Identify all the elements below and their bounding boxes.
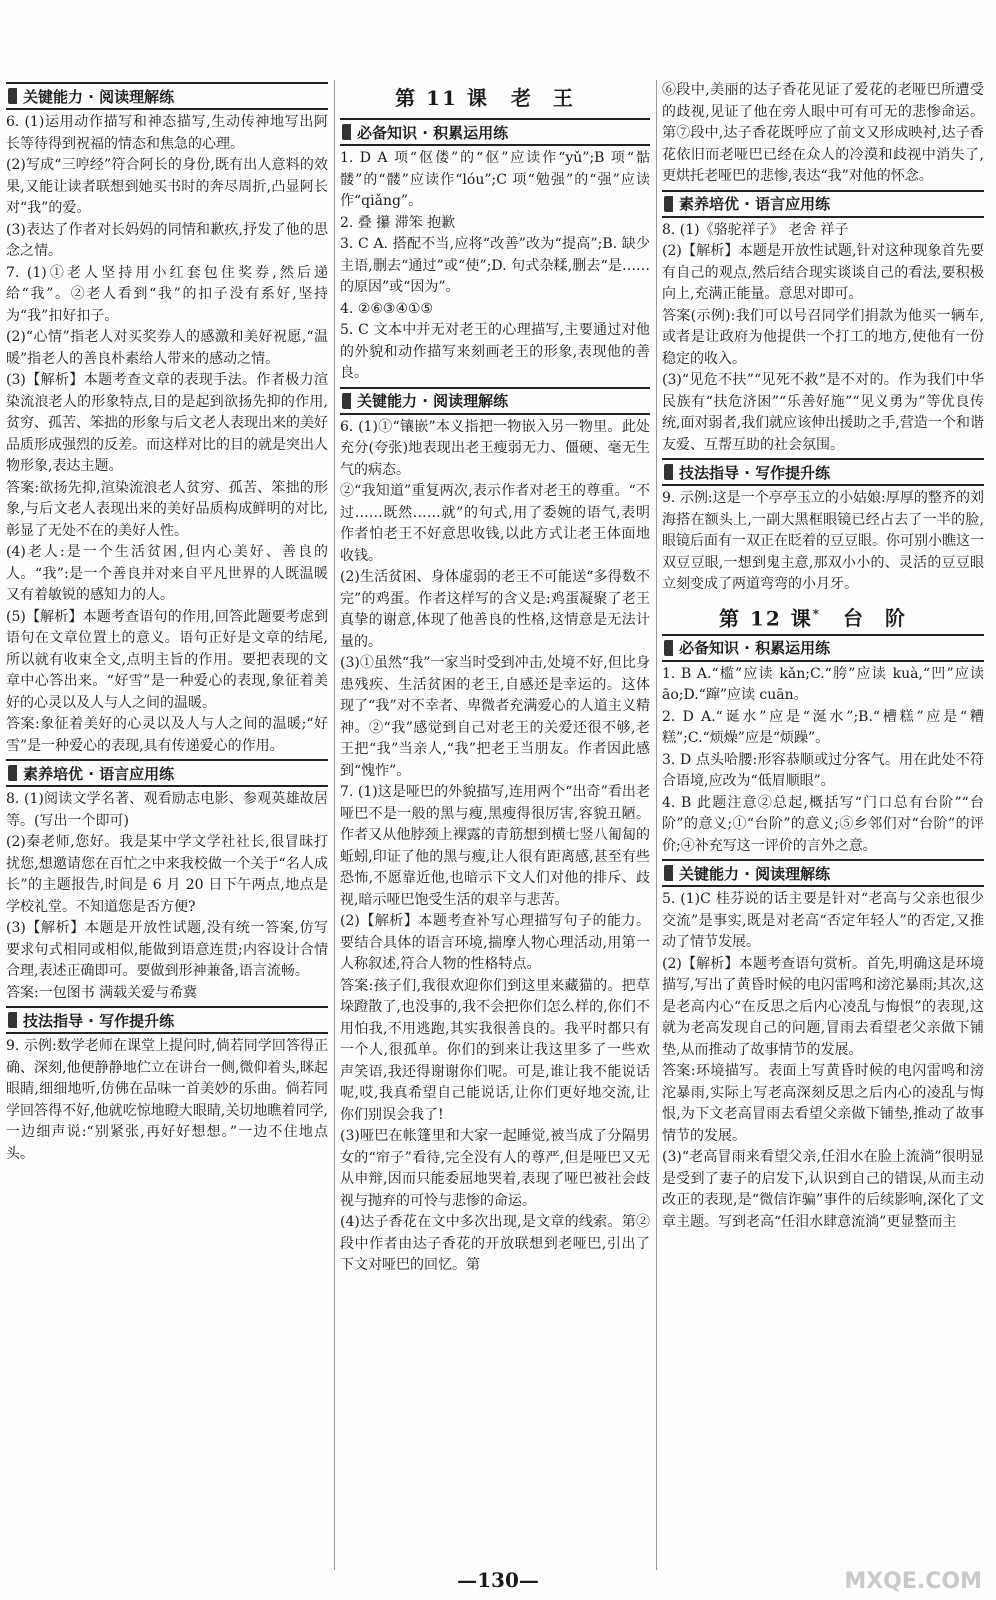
answer-paragraph: (4)老人:是一个生活贫困,但内心美好、善良的人。“我”:是一个善良并对来自平凡世界的人既温暖又有着敏锐的感知力的人。 [6, 544, 328, 603]
answer-paragraph: (4)达子香花在文中多次出现,是文章的线索。第②段中作者由达子香花的开放联想到老哑巴,引出了下文对哑巴的回忆。第 [340, 1214, 650, 1273]
answer-paragraph: 3. D 点头哈腰:形容恭顺或过分客气。用在此处不符合语境,应改为“低眉顺眼”。 [662, 751, 984, 789]
answer-paragraph: (3)表达了作者对长妈妈的同情和歉疚,抒发了他的思念之情。 [6, 221, 328, 259]
section-marker-icon [664, 640, 673, 656]
answer-paragraph: 9. 示例:这是一个亭亭玉立的小姑娘:厚厚的整齐的刘海搭在额头上,一副大黑框眼镜已经占去了一半的脸,眼镜后面有一双正在眨着的豆豆眼。你可别小瞧这一双豆豆眼,一想到鬼主意,那双小小的、灵活的豆豆眼立刻变成了两道弯弯的小月牙。 [662, 490, 984, 592]
answer-paragraph: 9. 示例:数学老师在课堂上提问时,倘若同学回答得正确、深刻,他便静静地伫立在讲台一侧,微仰着头,眯起眼睛,细细地听,仿佛在品味一首美妙的乐曲。倘若同学回答得不好,他就吃惊地瞪大眼睛,关切地瞧着同学,一边细声说:“别紧张,再好好想想。”一边不住地点头。 [6, 1038, 328, 1162]
section-marker-icon [8, 88, 17, 104]
answer-paragraph: (2)生活贫困、身体虚弱的老王不可能送“多得数不完”的鸡蛋。作者这样写的含义是:鸡蛋凝聚了老王真挚的谢意,体现了他善良的性格,这情意是无法计量的。 [340, 569, 650, 650]
section-marker-icon [342, 124, 351, 140]
answer-paragraph: (2)秦老师,您好。我是某中学文学社社长,很冒昧打扰您,想邀请您在百忙之中来我校做一个关于“名人成长”的主题报告,时间是 6 月 20 日下午两点,地点是学校礼堂。不知道您是否方便? [6, 834, 328, 915]
column-right [662, 80, 984, 1570]
section-marker-icon [664, 865, 673, 881]
section-header: 关键能力 · 阅读理解练 [340, 387, 650, 415]
column-divider [334, 80, 335, 1570]
answer-paragraph: 5. C 文本中并无对老王的心理描写,主要通过对他的外貌和动作描写来刻画老王的形象,表现他的善良。 [340, 322, 650, 381]
answer-paragraph: 2. 叠 攥 滞笨 抱歉 [340, 214, 456, 231]
answer-paragraph: (3)哑巴在帐篷里和大家一起睡觉,被当成了分隔男女的“帘子”看待,完全没有人的尊严,但是哑巴又无从申辩,因而只能委屈地哭着,表现了哑巴被社会歧视与抛弃的可怜与悲惨的命运。 [340, 1128, 650, 1209]
section-header: 必备知识 · 积累运用练 [340, 118, 650, 146]
answer-paragraph: 6. (1)①“镶嵌”本义指把一物嵌入另一物里。此处充分(夸张)地表现出老王瘦弱无力、僵硬、毫无生气的病态。 [340, 418, 650, 478]
answer-paragraph: (3)①虽然“我”一家当时受到冲击,处境不好,但比身患残疾、生活贫困的老王,自感还是幸运的。这体现了“我”对不幸者、卑微者充满爱心的人道主义精神。②“我”感觉到自己对老王的关爱还很不够,老王把“我”当亲人,“我”把老王当朋友。作者因此感到“愧怍”。 [340, 655, 650, 779]
answer-paragraph: 答案:一包图书 满载关爱与希冀 [6, 984, 198, 1001]
answer-paragraph: 答案:象征着美好的心灵以及人与人之间的温暖;“好雪”是一种爱心的表现,具有传递爱心的作用。 [6, 716, 328, 754]
answer-paragraph: 答案:孩子们,我很欢迎你们到这里来藏猫的。把草垛蹬散了,也没事的,我不会把你们怎么样的,你们不用怕我,不用逃跑,其实我很善良的。我平时都只有一个人,很孤单。你们的到来让我这里多了一些欢声笑语,我还得谢谢你们呢。可是,谁让我不能说话呢,哎,我真希望自己能说话,让你们更好地交流,让你们别误会我了! [340, 977, 650, 1123]
answer-paragraph: 3. C A. 搭配不当,应将“改善”改为“提高”;B. 缺少主语,删去“通过”或“使”;D. 句式杂糅,删去“是……的原因”或“因为”。 [340, 236, 650, 295]
answer-paragraph: 1. B A.“槛”应读 kǎn;C.“胯”应读 kuà,“凹”应读 āo;D.“蹿”应读 cuān。 [662, 665, 984, 703]
answer-paragraph: (2)【解析】本题是开放性试题,针对这种现象首先要有自己的观点,然后结合现实谈谈自己的看法,要积极向上,充满正能量。意思对即可。 [662, 243, 984, 302]
section-marker-icon [8, 1012, 17, 1028]
answer-paragraph: 7. (1)①老人坚持用小红套包住奖券,然后递给“我”。②老人看到“我”的扣子没有系好,坚持为“我”扣好扣子。 [6, 264, 328, 324]
answer-paragraph: 答案(示例):我们可以号召同学们捐款为他买一辆车,或者是让政府为他提供一个打工的地方,使他有一份稳定的收入。 [662, 307, 984, 367]
answer-paragraph: (2)“心情”指老人对买奖券人的感激和美好祝愿,“温暖”指老人的善良朴素给人带来的感动之情。 [6, 329, 328, 367]
column-divider [656, 80, 657, 1570]
answer-paragraph: 7. (1)这是哑巴的外貌描写,连用两个“出奇”看出老哑巴不是一般的黑与瘦,黑瘦得很厉害,容貌丑陋。作者又从他脖颈上裸露的青筋想到横七竖八匍匐的蚯蚓,印证了他的黑与瘦,让人很有距离感,甚至有些恐怖,不愿靠近他,也暗示下文人们对他的排斥、歧视,暗示哑巴饱受生活的艰辛与悲苦。 [340, 784, 650, 908]
column-left [6, 80, 328, 1570]
answer-paragraph: (3)【解析】本题考查文章的表现手法。作者极力渲染流浪老人的形象特点,目的是起到欲扬先抑的作用,贫穷、孤苦、笨拙的形象与后文老人表现出来的美好品质形成强烈的反差。而这样对比的目的就是突出人物形象,表达主题。 [6, 372, 328, 474]
column-middle [340, 80, 650, 1570]
answer-paragraph: ⑥段中,美丽的达子香花见证了爱花的老哑巴所遭受的歧视,见证了他在旁人眼中可有可无的悲惨命运。第⑦段中,达子香花既呼应了前文又形成映衬,达子香花依旧而老哑巴已经在众人的冷漠和歧视中消失了,更烘托老哑巴的悲惨,表达“我”对他的怀念。 [662, 82, 984, 184]
answer-paragraph: 答案:欲扬先抑,渲染流浪老人贫穷、孤苦、笨拙的形象,与后文老人表现出来的美好品质构成鲜明的对比,彰显了无处不在的美好人性。 [6, 479, 328, 539]
answer-paragraph: 4. ②⑥③④①⑤ [340, 300, 434, 317]
answer-paragraph: 2. D A.“诞水”应是“涎水”;B.“槽糕”应是“糟糕”;C.“烦燥”应是“烦躁”。 [662, 708, 984, 746]
answer-paragraph: 1. D A 项“伛偻”的“伛”应读作“yǔ”;B 项“骷髅”的“髅”应读作“lóu”;C 项“勉强”的“强”应读作“qiǎng”。 [340, 150, 650, 209]
lesson-title: 第 11 课 老王 [395, 86, 595, 110]
section-marker-icon [342, 393, 351, 409]
section-marker-icon [664, 196, 673, 212]
section-marker-icon [664, 464, 673, 480]
page-number: —130— [457, 1568, 539, 1592]
answer-paragraph: 4. B 此题注意②总起,概括写“门口总有台阶”“台阶”的意义;①“台阶”的意义;⑤乡邻们对“台阶”的评价;④补充写这一评价的言外之意。 [662, 794, 984, 854]
watermark-logo: MXQE.COM [844, 1569, 982, 1594]
answer-paragraph: 8. (1)《骆驼祥子》 老舍 祥子 [662, 221, 849, 238]
answer-paragraph: ②“我知道”重复两次,表示作者对老王的尊重。“不过……既然……就”的句式,用了委婉的语气,表明作者怕老王不好意思收钱,以此方式让老王体面地收钱。 [340, 483, 650, 564]
section-header: 必备知识 · 积累运用练 [662, 634, 984, 662]
answer-paragraph: 6. (1)运用动作描写和神态描写,生动传神地写出阿长等待得到祝福的情态和焦急的心理。 [6, 114, 328, 152]
answer-paragraph: 8. (1)阅读文学名著、观看励志电影、参观英雄故居等。(写出一个即可) [6, 791, 328, 829]
section-header: 素养培优 · 语言应用练 [662, 190, 984, 218]
answer-paragraph: (3)“见危不扶”“见死不救”是不对的。作为我们中华民族有“扶危济困”“乐善好施”“见义勇为”等优良传统,面对弱者,我们就应该伸出援助之手,营造一个和谐友爱、互帮互助的社会氛围。 [662, 372, 984, 453]
answer-paragraph: (3)“老高冒雨来看望父亲,任泪水在脸上流淌”很明显是受到了妻子的启发下,认识到自己的错误,从而主动改正的表现,是“微信诈骗”事件的后续影响,深化了文章主题。写到老高“任泪水肆意流淌”更显整而主 [662, 1149, 984, 1230]
section-marker-icon [8, 765, 17, 781]
section-header: 关键能力 · 阅读理解练 [6, 82, 328, 110]
section-header: 技法指导 · 写作提升练 [662, 458, 984, 486]
answer-paragraph: 5. (1)C 桂芬说的话主要是针对“老高与父亲也很少交流”是事实,既是对老高“否定年轻人”的否定,又推动了情节发展。 [662, 891, 984, 950]
answer-paragraph: (5)【解析】本题考查语句的作用,回答此题要考虑到语句在文章位置上的意义。语句正好是文章的结尾,所以就有收束全文,点明主旨的作用。要把表现的文章中心答出来。“好雪”是一种爱心的表现,象征着美好的心灵以及人与人之间的温暖。 [6, 608, 328, 711]
lesson-title: 第 12 课* 台阶 [718, 606, 928, 631]
answer-paragraph: 答案:环境描写。表面上写黄昏时候的电闪雷鸣和滂沱暴雨,实际上写老高深刻反思之后内心的凌乱与悔恨,为下文老高冒雨去看望父亲做下铺垫,推动了故事情节的发展。 [662, 1063, 984, 1144]
section-header: 素养培优 · 语言应用练 [6, 759, 328, 787]
answer-paragraph: (2)写成“三哼经”符合阿长的身份,既有出人意料的效果,又能让读者联想到她买书时的奔尽周折,凸显阿长对“我”的爱。 [6, 157, 328, 216]
answer-paragraph: (3)【解析】本题是开放性试题,没有统一答案,仿写要求句式相同或相似,能做到语意连贯;内容设计合情合理,表述正确即可。要做到形神兼备,语言流畅。 [6, 920, 328, 979]
section-header: 关键能力 · 阅读理解练 [662, 859, 984, 887]
answer-paragraph: (2)【解析】本题考查补写心理描写句子的能力。要结合具体的语言环境,揣摩人物心理活动,用第一人称叙述,符合人物的性格特点。 [340, 913, 650, 972]
section-header: 技法指导 · 写作提升练 [6, 1006, 328, 1034]
answer-paragraph: (2)【解析】本题考查语句赏析。首先,明确这是环境描写,写出了黄昏时候的电闪雷鸣和滂沱暴雨;其次,这是老高内心“在反思之后内心凌乱与悔恨”的表现,这就为老高发现自己的问题,冒雨去看望老父亲做下铺垫,从而推动了故事情节的发展。 [662, 955, 984, 1058]
